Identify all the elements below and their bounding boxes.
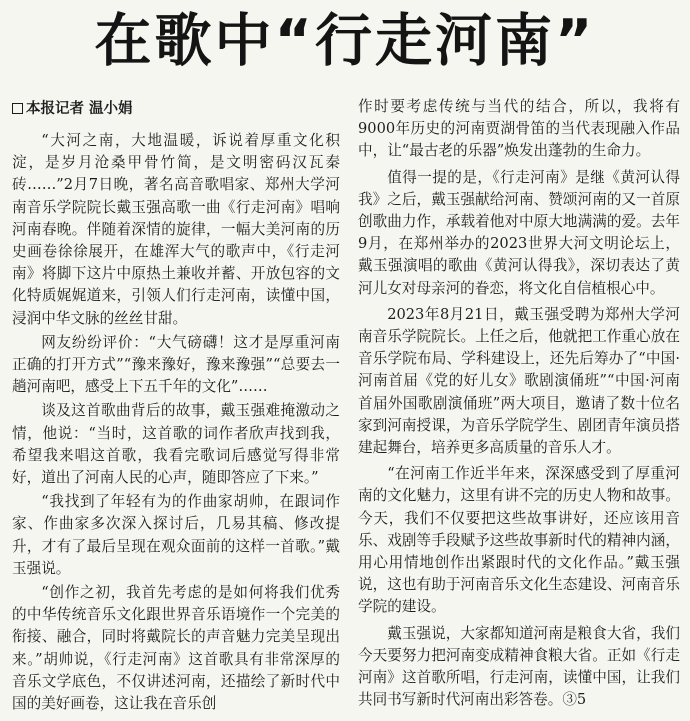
article-headline: 在歌中“行走河南” [94, 8, 596, 74]
body-paragraph: “大河之南，大地温暖，诉说着厚重文化积淀，是岁月沧桑甲骨竹简，是文明密码汉瓦秦砖……”2月7日晚，著名高音歌唱家、郑州大学河南音乐学院院长戴玉强高歌一曲《行走河南》唱响河南春晚。伴随着深情的旋律，一幅大美河南的历史画卷徐徐展开，在雄浑大气的歌声中，《行走河南》将脚下这片中原热土兼收并蓄、开放包容的文化特质娓娓道来，引领人们行走河南，读懂中国，浸润中华文脉的丝丝甘甜。 [12, 132, 340, 327]
byline-box-icon [12, 103, 23, 114]
right-column [358, 96, 680, 711]
body-paragraph: 网友纷纷评价：“大气磅礴！这才是厚重河南正确的打开方式”“豫来豫好，豫来豫强”“总要去一趟河南吧，感受上下五千年的文化”…… [12, 333, 340, 396]
body-paragraph: 谈及这首歌曲背后的故事，戴玉强难掩激动之情，他说：“当时，这首歌的词作者欣声找到我，希望我来唱这首歌，我看完歌词后感觉写得非常好，道出了河南人民的心声，随即答应了下来。” [12, 402, 340, 487]
body-paragraph: 戴玉强说，大家都知道河南是粮食大省，我们今天要努力把河南变成精神食粮大省。正如《行走河南》这首歌所唱，行走河南，读懂中国，让我们共同书写新时代河南出彩答卷。③5 [358, 624, 680, 709]
left-column [12, 98, 340, 715]
body-paragraph-continued: 作时要考虑传统与当代的结合，所以，我将有9000年历史的河南贾湖骨笛的当代表现融入作品中，让“最古老的乐器”焕发出蓬勃的生命力。 [358, 98, 680, 160]
body-paragraph: “在河南工作近半年来，深深感受到了厚重河南的文化魅力，这里有讲不完的历史人物和故事。今天，我们不仅要把这些故事讲好，还应该用音乐、戏剧等手段赋予这些故事新时代的精神内涵，用心用情地创作出紧跟时代的文化作品。”戴玉强说，这也有助于河南音乐文化生态建设、河南音乐学院的建设。 [358, 465, 680, 616]
body-paragraph: 值得一提的是，《行走河南》是继《黄河认得我》之后，戴玉强献给河南、赞颂河南的又一首原创歌曲力作，承载着他对中原大地满满的爱。去年9月，在郑州举办的2023世界大河文明论坛上，戴玉强演唱的歌曲《黄河认得我》，深切表达了黄河儿女对母亲河的眷恋，将文化自信植根心中。 [358, 168, 680, 297]
body-paragraph: 2023年8月21日，戴玉强受聘为郑州大学河南音乐学院院长。上任之后，他就把工作重心放在音乐学院布局、学科建设上，还先后筹办了“中国·河南首届《党的好儿女》歌剧演俑班”“中国·河南首届外国歌剧演俑班”两大项目，邀请了数十位名家到河南授课，为音乐学院学生、剧团青年演员搭建起舞台，培养更多高质量的音乐人才。 [358, 305, 680, 457]
byline [12, 98, 340, 120]
body-paragraph: “我找到了年轻有为的作曲家胡帅，在跟词作家、作曲家多次深入探讨后，几易其稿、修改提升，才有了最后呈现在观众面前的这样一首歌。”戴玉强说。 [12, 493, 340, 577]
body-paragraph: “创作之初，我首先考虑的是如何将我们优秀的中华传统音乐文化跟世界音乐语境作一个完美的衔接、融合，同时将戴院长的声音魅力完美呈现出来。”胡帅说，《行走河南》这首歌具有非常深厚的音乐文学底色，不仅讲述河南，还描绘了新时代中国的美好画卷，这让我在音乐创 [12, 584, 340, 713]
byline-text: 本报记者 温小娟 [26, 101, 133, 117]
